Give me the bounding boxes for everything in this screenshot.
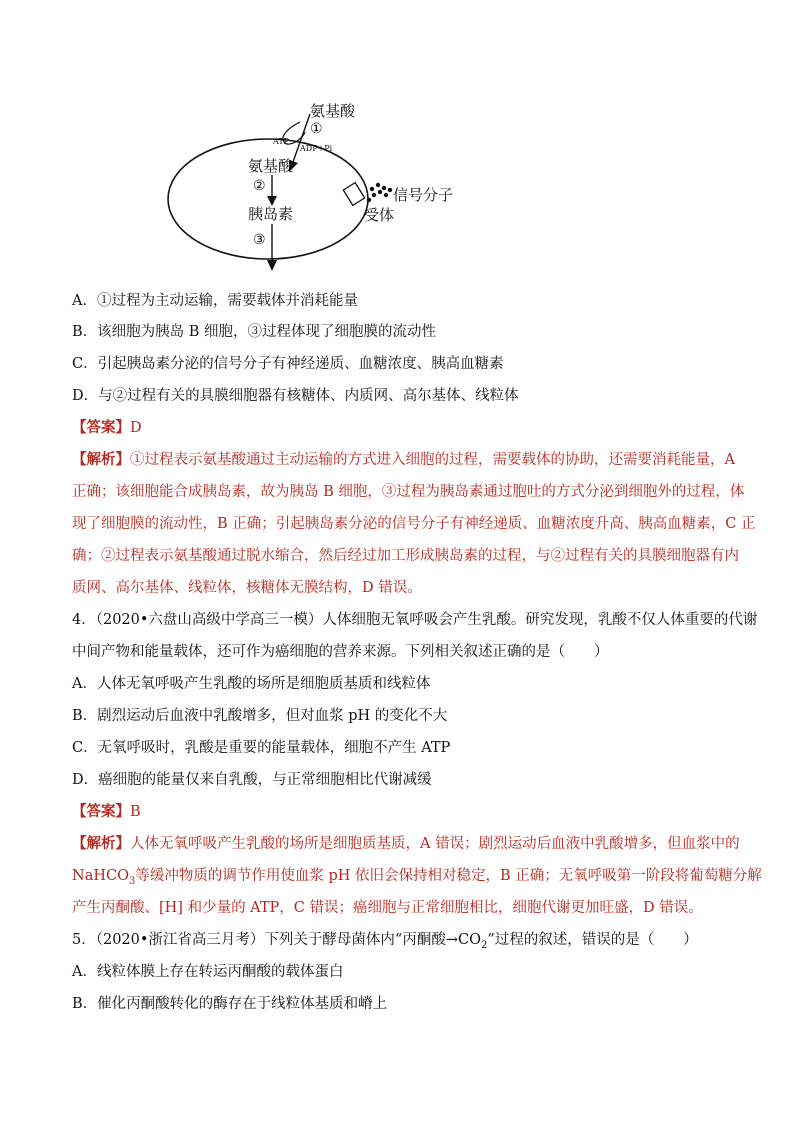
label-amino-acid-outside: 氨基酸 — [310, 102, 356, 120]
q4-option-d: D．癌细胞的能量仅来自乳酸，与正常细胞相比代谢减缓 — [72, 772, 432, 788]
q5-stem-sub: 2 — [480, 939, 488, 951]
q5-stem-pre: 5．（2020•浙江省高三月考）下列关于酵母菌体内“丙酮酸→CO — [72, 932, 481, 948]
signal-dots — [367, 183, 392, 202]
q4-option-a: A．人体无氧呼吸产生乳酸的场所是细胞质基质和线粒体 — [72, 676, 431, 692]
q4-analysis-line-3: 产生丙酮酸、[H] 和少量的 ATP，C 错误；癌细胞与正常细胞相比，细胞代谢更加旺盛，D 错误。 — [72, 900, 703, 916]
q4-stem-line-1: 4．（2020•六盘山高级中学高三一模）人体细胞无氧呼吸会产生乳酸。研究发现，乳酸不仅人体重要的代谢 — [72, 612, 758, 628]
q4-answer-value: B — [130, 804, 141, 820]
q3-option-a: A．①过程为主动运输，需要载体并消耗能量 — [72, 293, 358, 309]
q4-option-c: C．无氧呼吸时，乳酸是重要的能量载体，细胞不产生 ATP — [72, 740, 451, 756]
label-amino-acid-inside: 氨基酸 — [248, 157, 294, 175]
q5-option-b: B．催化丙酮酸转化的酶存在于线粒体基质和嵴上 — [72, 996, 388, 1012]
q3-option-d: D．与②过程有关的具膜细胞器有核糖体、内质网、高尔基体、线粒体 — [72, 388, 519, 404]
q3-analysis-line-5: 质网、高尔基体、线粒体，核糖体无膜结构，D 错误。 — [72, 580, 422, 596]
label-signal-molecule: 信号分子 — [393, 186, 454, 204]
cell-diagram — [160, 92, 480, 280]
label-receptor: 受体 — [364, 206, 395, 224]
q4-analysis-line-2 — [72, 866, 762, 886]
label-step1: ① — [310, 121, 323, 137]
q4-stem-line-2: 中间产物和能量载体，还可作为癌细胞的营养来源。下列相关叙述正确的是（ ） — [72, 644, 609, 660]
label-step2: ② — [253, 178, 266, 194]
q4-analysis-label: 【解析】 — [72, 835, 130, 852]
q4-analysis-text-1: 人体无氧呼吸产生乳酸的场所是细胞质基质，A 错误；剧烈运动后血液中乳酸增多，但血浆中的 — [130, 836, 740, 852]
q4-option-b: B．剧烈运动后血液中乳酸增多，但对血浆 pH 的变化不大 — [72, 708, 448, 724]
q5-option-a: A．线粒体膜上存在转运丙酮酸的载体蛋白 — [72, 964, 344, 980]
arrow-step1 — [293, 114, 310, 162]
q3-analysis-line-1 — [72, 450, 735, 470]
q4-analysis-line-1 — [72, 834, 740, 854]
q3-answer-label: 【答案】 — [72, 419, 130, 436]
q4-analysis-text-2: 等缓冲物质的调节作用使血浆 pH 依旧会保持相对稳定，B 正确；无氧呼吸第一阶段将葡萄糖分解 — [135, 868, 762, 884]
label-step3: ③ — [253, 232, 266, 248]
q3-answer-value: D — [130, 420, 142, 436]
q5-stem — [72, 930, 698, 950]
q3-analysis-line-3: 现了细胞膜的流动性，B 正确；引起胰岛素分泌的信号分子有神经递质、血糖浓度升高、胰高血糖素，C 正 — [72, 516, 756, 532]
q3-answer — [72, 418, 142, 438]
q4-answer-label: 【答案】 — [72, 803, 130, 820]
label-insulin: 胰岛素 — [248, 205, 294, 223]
q3-option-c: C．引起胰岛素分泌的信号分子有神经递质、血糖浓度、胰高血糖素 — [72, 356, 504, 372]
q3-analysis-text-1: ①过程表示氨基酸通过主动运输的方式进入细胞的过程，需要载体的协助，还需要消耗能量，A — [130, 452, 735, 468]
q3-analysis-label: 【解析】 — [72, 451, 130, 468]
q4-answer — [72, 802, 141, 822]
q5-stem-post: ”过程的叙述，错误的是（ ） — [487, 932, 698, 948]
label-atp: ATP — [273, 137, 290, 146]
q4-analysis-formula-sub: 3 — [128, 875, 136, 887]
arrowhead-step3 — [267, 260, 277, 271]
receptor-box — [343, 183, 364, 206]
q4-analysis-formula: NaHCO — [72, 868, 129, 884]
q3-analysis-line-2: 正确；该细胞能合成胰岛素，故为胰岛 B 细胞，③过程为胰岛素通过胞吐的方式分泌到细胞外的过程，体 — [72, 484, 745, 500]
q3-option-b: B．该细胞为胰岛 B 细胞，③过程体现了细胞膜的流动性 — [72, 324, 437, 340]
label-adp-pi: ADP+Pi — [300, 144, 333, 153]
q3-analysis-line-4: 确；②过程表示氨基酸通过脱水缩合，然后经过加工形成胰岛素的过程，与②过程有关的具膜细胞器有内 — [72, 548, 739, 564]
